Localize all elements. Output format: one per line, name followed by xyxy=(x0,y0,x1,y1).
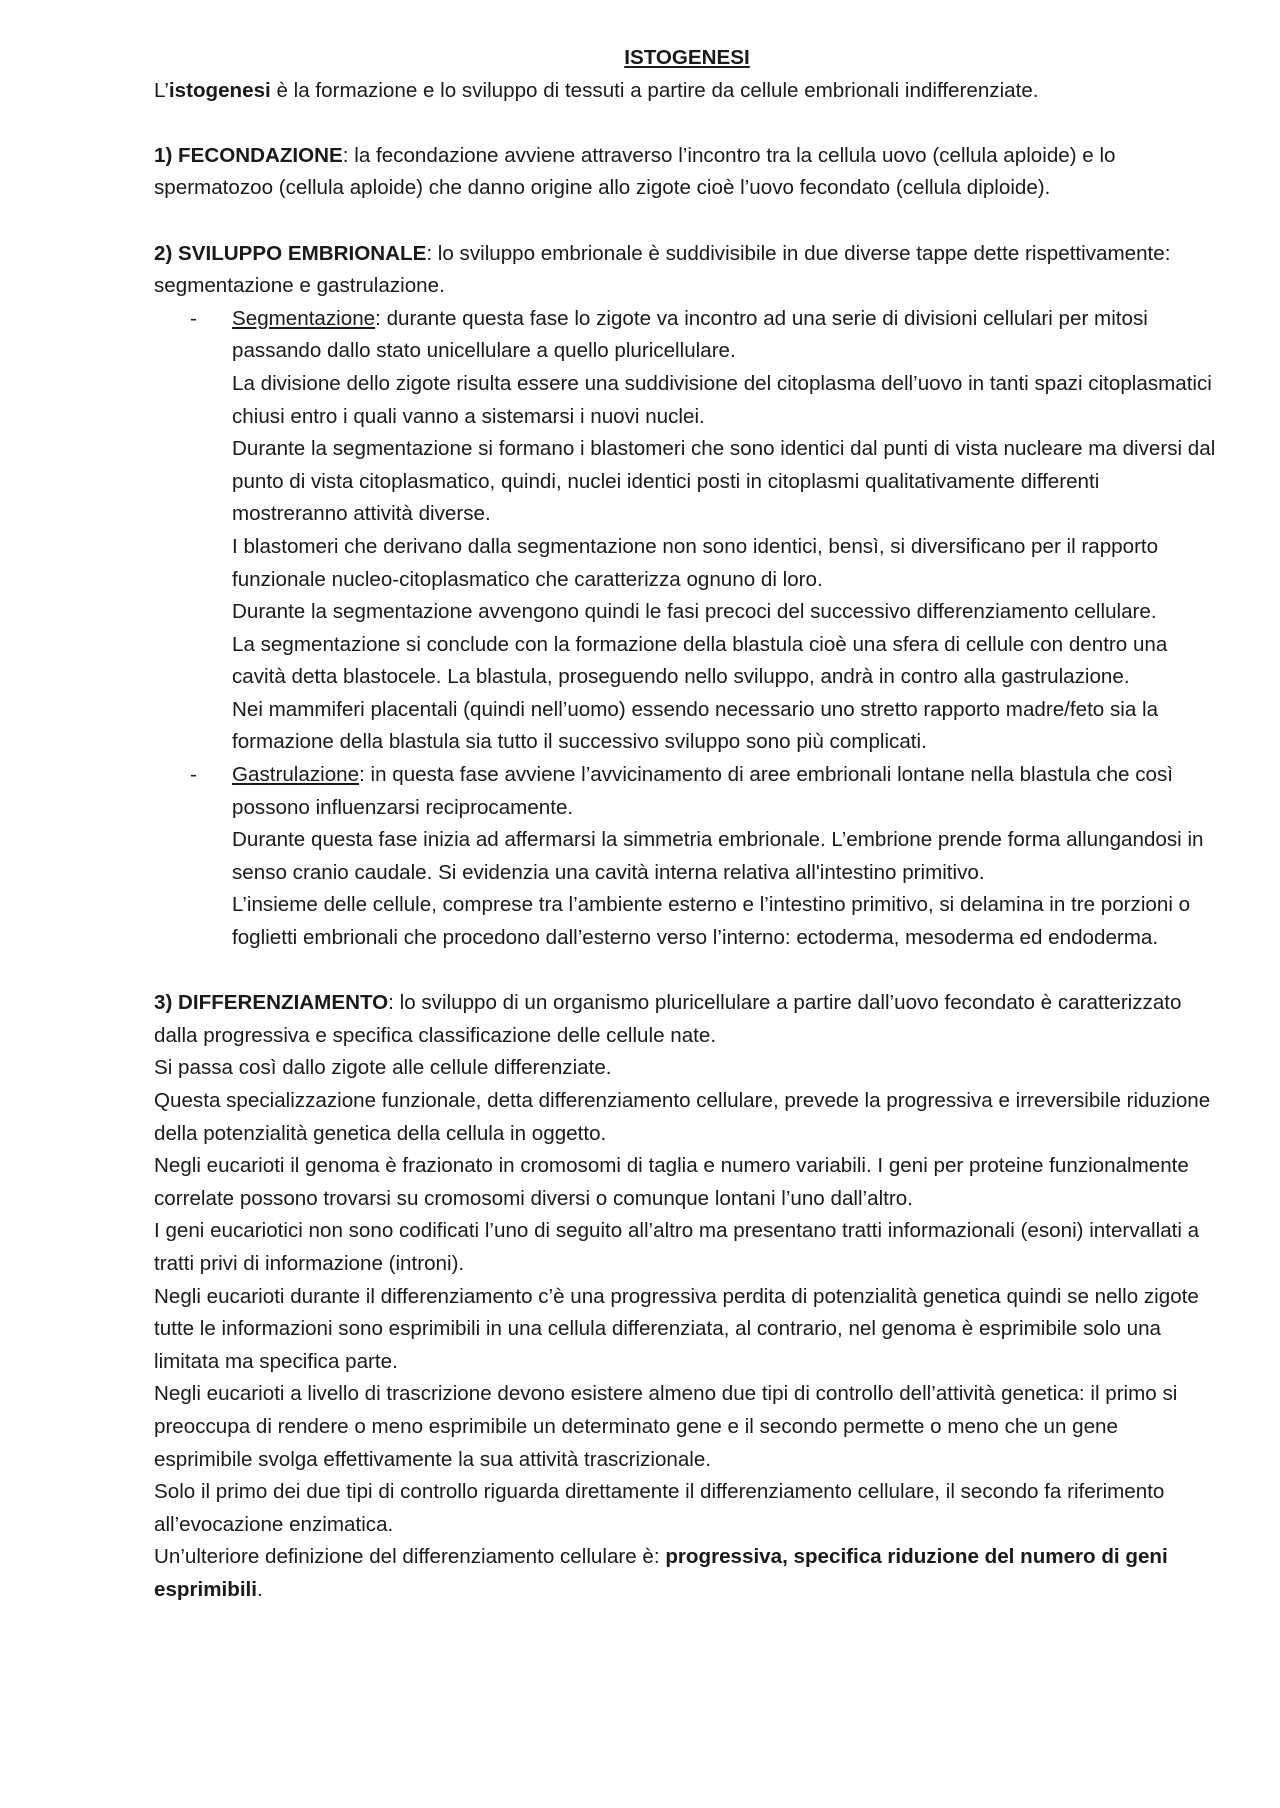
definition-paragraph xyxy=(154,1541,1220,1606)
segmentazione-text: : durante questa fase lo zigote va incontro ad una serie di divisioni cellulari per mitosi passando dallo stato unicellulare a quello pluricellulare. xyxy=(232,306,1148,363)
segmentazione-paragraph: Durante la segmentazione si formano i blastomeri che sono identici dal punti di vista nucleare ma diversi dal punto di vista citoplasmatico, quindi, nuclei identici posti in citoplasmi qualitativamente differenti mostreranno attività diverse. xyxy=(232,437,1216,526)
section-sviluppo-embrionale xyxy=(154,238,1220,303)
differenziamento-paragraph: Questa specializzazione funzionale, detta differenziamento cellulare, prevede la progressiva e irreversibile riduzione della potenzialità genetica della cellula in oggetto. xyxy=(154,1089,1211,1145)
intro-pre: L’ xyxy=(154,78,169,102)
differenziamento-paragraph: Solo il primo dei due tipi di controllo riguarda direttamente il differenziamento cellulare, il secondo fa riferimento all’evocazione enzimatica. xyxy=(154,1480,1165,1536)
dash-bullet: - xyxy=(190,763,197,787)
list-item-gastrulazione xyxy=(154,759,1220,955)
section-text: : lo sviluppo embrionale è suddivisibile in due diverse tappe dette rispettivamente: segmentazione e gastrulazione. xyxy=(154,241,1171,298)
differenziamento-paragraph: Si passa così dallo zigote alle cellule differenziate. xyxy=(154,1056,612,1080)
spacer xyxy=(154,205,1220,238)
page-title: ISTOGENESI xyxy=(624,46,750,69)
differenziamento-paragraph: I geni eucariotici non sono codificati l’uno di seguito all’altro ma presentano tratti informazionali (esoni) intervallati a tratti privi di informazione (introni). xyxy=(154,1219,1200,1275)
section-heading: 2) SVILUPPO EMBRIONALE xyxy=(154,241,427,265)
segmentazione-paragraph: Nei mammiferi placentali (quindi nell’uomo) essendo necessario uno stretto rapporto madre/feto sia la formazione della blastula sia tutto il successivo sviluppo sono più complicati. xyxy=(232,697,1159,754)
term-segmentazione: Segmentazione xyxy=(232,306,376,330)
dash-bullet: - xyxy=(190,306,197,330)
section-heading: 1) FECONDAZIONE xyxy=(154,143,343,167)
segmentazione-paragraph: I blastomeri che derivano dalla segmentazione non sono identici, bensì, si diversificano per il rapporto funzionale nucleo-citoplasmatico che caratterizza ognuno di loro. xyxy=(232,534,1159,591)
segmentazione-paragraph: Durante la segmentazione avvengono quindi le fasi precoci del successivo differenziamento cellulare. xyxy=(232,600,1157,624)
differenziamento-paragraph: Negli eucarioti il genoma è frazionato in cromosomi di taglia e numero variabili. I geni per proteine funzionalmente correlate possono trovarsi su cromosomi diversi o comunque lontani l’uno dall’altro. xyxy=(154,1154,1189,1210)
phase-list xyxy=(154,303,1220,955)
section-text: : la fecondazione avviene attraverso l’incontro tra la cellula uovo (cellula aploide) e lo spermatozoo (cellula aploide) che danno origine allo zigote cioè l’uovo fecondato (cellula diploide). xyxy=(154,143,1116,200)
section-text: : lo sviluppo di un organismo pluricellulare a partire dall’uovo fecondato è caratterizzato dalla progressiva e specifica classificazione delle cellule nate. xyxy=(154,991,1182,1047)
segmentazione-paragraph: La divisione dello zigote risulta essere una suddivisione del citoplasma dell’uovo in tanti spazi citoplasmatici chiusi entro i quali vanno a sistemarsi i nuovi nuclei. xyxy=(232,371,1212,428)
term-gastrulazione: Gastrulazione xyxy=(232,763,360,787)
gastrulazione-lead xyxy=(232,759,1220,824)
segmentazione-lead xyxy=(232,303,1220,368)
section-heading: 3) DIFFERENZIAMENTO xyxy=(154,991,389,1015)
list-item-segmentazione xyxy=(154,303,1220,759)
gastrulazione-text: : in questa fase avviene l’avvicinamento di aree embrionali lontane nella blastula che così possono influenzarsi reciprocamente. xyxy=(232,763,1173,819)
gastrulazione-paragraph: Durante questa fase inizia ad affermarsi la simmetria embrionale. L’embrione prende forma allungandosi in senso cranio caudale. Si evidenzia una cavità interna relativa all'intestino primitivo. xyxy=(232,828,1204,884)
differenziamento-paragraph: Negli eucarioti a livello di trascrizione devono esistere almeno due tipi di controllo dell’attività genetica: il primo si preoccupa di rendere o meno esprimibile un determinato gene e il secondo permette o meno che un gene esprimibile svolga effettivamente la sua attività trascrizionale. xyxy=(154,1382,1178,1471)
intro-text: è la formazione e lo sviluppo di tessuti a partire da cellule embrionali indifferenziate. xyxy=(270,78,1039,102)
segmentazione-paragraph: La segmentazione si conclude con la formazione della blastula cioè una sfera di cellule con dentro una cavità detta blastocele. La blastula, proseguendo nello sviluppo, andrà in contro alla gastrulazione. xyxy=(232,632,1168,689)
gastrulazione-paragraph: L’insieme delle cellule, comprese tra l’ambiente esterno e l’intestino primitivo, si delamina in tre porzioni o foglietti embrionali che procedono dall’esterno verso l’interno: ectoderma, mesoderma ed endoderma. xyxy=(232,893,1191,950)
definition-post: . xyxy=(257,1577,263,1601)
section-differenziamento xyxy=(154,987,1220,1052)
differenziamento-paragraph: Negli eucarioti durante il differenziamento c’è una progressiva perdita di potenzialità genetica quindi se nello zigote tutte le informazioni sono esprimibili in una cellula differenziata, al contrario, nel genoma è esprimibile solo una limitata ma specifica parte. xyxy=(154,1284,1199,1373)
definition-pre: Un’ulteriore definizione del differenziamento cellulare è: xyxy=(154,1545,666,1569)
section-fecondazione xyxy=(154,140,1220,205)
definition-bold: progressiva, specifica riduzione del numero di geni esprimibili xyxy=(154,1545,1168,1601)
intro-paragraph xyxy=(154,75,1220,108)
spacer xyxy=(154,107,1220,140)
intro-term: istogenesi xyxy=(168,78,271,102)
spacer xyxy=(154,955,1220,988)
